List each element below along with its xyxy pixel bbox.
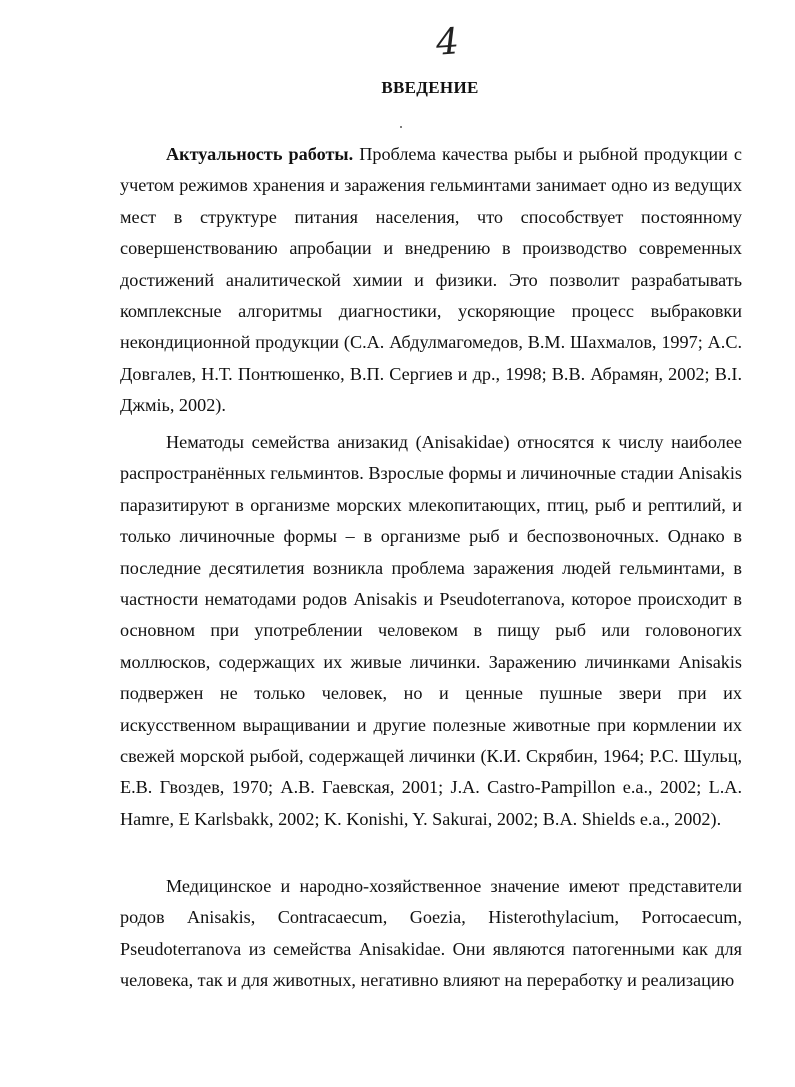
paragraph-relevance [120, 139, 742, 422]
paragraph-nematodes: Нематоды семейства анизакид (Anisakidae) относятся к числу наиболее распространённых гельминтов. Взрослые формы и личиночные стадии Anisakis паразитируют в организме морских млекопитающих, птиц, рыб и рептилий, и только личиночные формы – в организме рыб и беспозвоночных. Однако в последние десятилетия возникла проблема заражения людей гельминтами, в частности нематодами родов Anisakis и Pseudoterranova, которое происходит в основном при употреблении человеком в пищу рыб или головоногих моллюсков, содержащих их живые личинки. Заражению личинками Anisakis подвержен не только человек, но и ценные пушные звери при их искусственном выращивании и другие полезные животные при кормлении их свежей морской рыбой, содержащей личинки (К.И. Скрябин, 1964; Р.С. Шульц, Е.В. Гвоздев, 1970; А.В. Гаевская, 2001; J.A. Castro-Pampillon e.a., 2002; L.A. Hamre, E Karlsbakk, 2002; K. Konishi, Y. Sakurai, 2002; B.A. Shields e.a., 2002). [120, 432, 742, 829]
paragraph-text: Проблема качества рыбы и рыбной продукции с учетом режимов хранения и заражения гельминтами занимает одно из ведущих мест в структуре питания населения, что способствует постоянному совершенствованию апробации и внедрению в производство современных достижений аналитической химии и физики. Это позволит разрабатывать комплексные алгоритмы диагностики, ускоряющие процесс выбраковки некондиционной продукции (С.А. Абдулмагомедов, В.М. Шахмалов, 1997; А.С. Довгалев, Н.Т. Понтюшенко, В.П. Сергиев и др., 1998; В.В. Абрамян, 2002; В.І. Джміь, 2002). [120, 144, 742, 416]
handwritten-page-number: 4 [434, 21, 461, 64]
paragraph-lead: Актуальность работы. [166, 144, 354, 164]
scan-speck [400, 126, 402, 128]
paragraph-significance: Медицинское и народно-хозяйственное значение имеют представители родов Anisakis, Contracaecum, Goezia, Histerothylacium, Porrocaecum, Pseudoterranova из семейства Anisakidae. Они являются патогенными как для человека, так и для животных, негативно влияют на переработку и реализацию [120, 876, 742, 991]
page-title: ВВЕДЕНИЕ [381, 78, 479, 97]
